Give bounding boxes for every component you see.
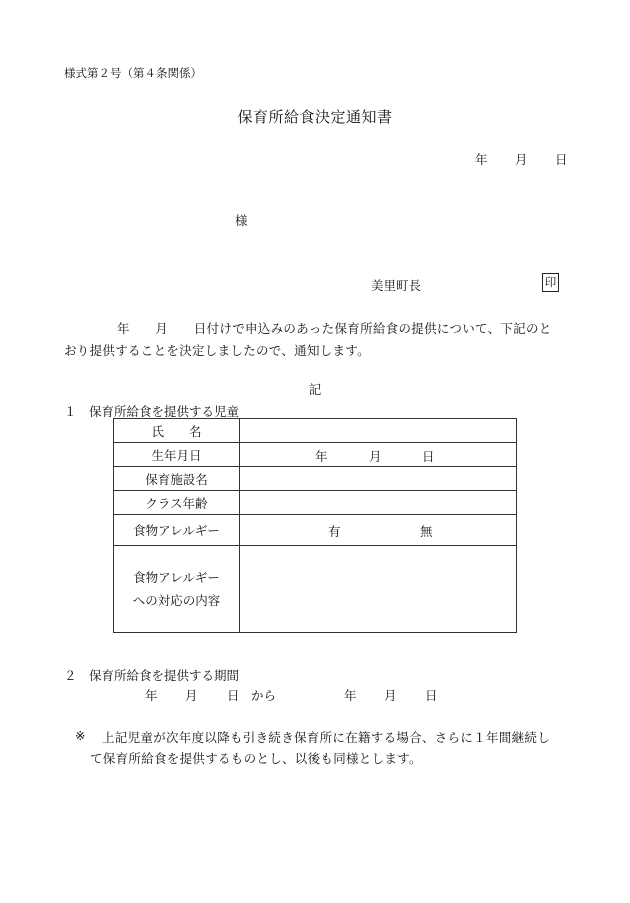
facility-name-label: 保育施設名: [114, 467, 240, 491]
period-kara: から: [251, 688, 277, 703]
period-from-day-unit: 日: [227, 688, 240, 703]
name-label: 氏 名: [114, 419, 240, 443]
body-text-line-2: おり提供することを決定しましたので、通知します。: [64, 343, 370, 358]
note-line-1: 上記児童が次年度以降も引き続き保育所に在籍する場合、さらに１年間継続し: [102, 730, 551, 745]
issue-date-month-unit: 月: [515, 152, 528, 167]
form-number-label: 様式第２号（第４条関係）: [64, 66, 202, 80]
seal-mark: 印: [542, 273, 559, 292]
section1-heading: １ 保育所給食を提供する児童: [64, 404, 240, 419]
period-to-year-unit: 年: [344, 688, 357, 703]
birthdate-label: 生年月日: [114, 443, 240, 467]
birth-year-unit: 年: [315, 449, 328, 464]
table-row: [114, 443, 517, 467]
issue-date-year-unit: 年: [475, 152, 488, 167]
name-value: [240, 419, 517, 443]
period-to-day-unit: 日: [425, 688, 438, 703]
table-row: [114, 467, 517, 491]
allergy-no-option: 無: [420, 524, 433, 539]
section2-heading: ２ 保育所給食を提供する期間: [64, 668, 240, 683]
facility-name-value: [240, 467, 517, 491]
allergy-response-label-line-1: 食物アレルギー: [133, 570, 220, 585]
allergy-response-value: [240, 546, 517, 633]
birth-day-unit: 日: [422, 449, 435, 464]
issue-date-day-unit: 日: [555, 152, 568, 167]
table-row: [114, 419, 517, 443]
class-age-label: クラス年齢: [114, 491, 240, 515]
allergy-value: [240, 515, 517, 546]
child-info-table: [113, 418, 517, 633]
table-row: [114, 546, 517, 633]
period-from-month-unit: 月: [185, 688, 198, 703]
addressee-honorific: 様: [235, 213, 248, 228]
period-from-year-unit: 年: [145, 688, 158, 703]
birthdate-value: [240, 443, 517, 467]
ki-heading: 記: [308, 382, 322, 397]
allergy-response-label: [114, 546, 240, 633]
issuer-name: 美里町長: [371, 278, 422, 293]
note-line-2: て保育所給食を提供するものとし、以後も同様とします。: [90, 751, 422, 766]
body-text-line-1: 年 月 日付けで申込みのあった保育所給食の提供について、下記のと: [117, 321, 552, 336]
note-mark: ※: [75, 728, 86, 743]
allergy-yes-option: 有: [328, 524, 341, 539]
table-row: [114, 515, 517, 546]
allergy-label: 食物アレルギー: [114, 515, 240, 546]
class-age-value: [240, 491, 517, 515]
period-to-month-unit: 月: [384, 688, 397, 703]
table-row: [114, 491, 517, 515]
birth-month-unit: 月: [369, 449, 382, 464]
allergy-response-label-line-2: への対応の内容: [132, 593, 221, 608]
page-title: 保育所給食決定通知書: [237, 108, 393, 126]
